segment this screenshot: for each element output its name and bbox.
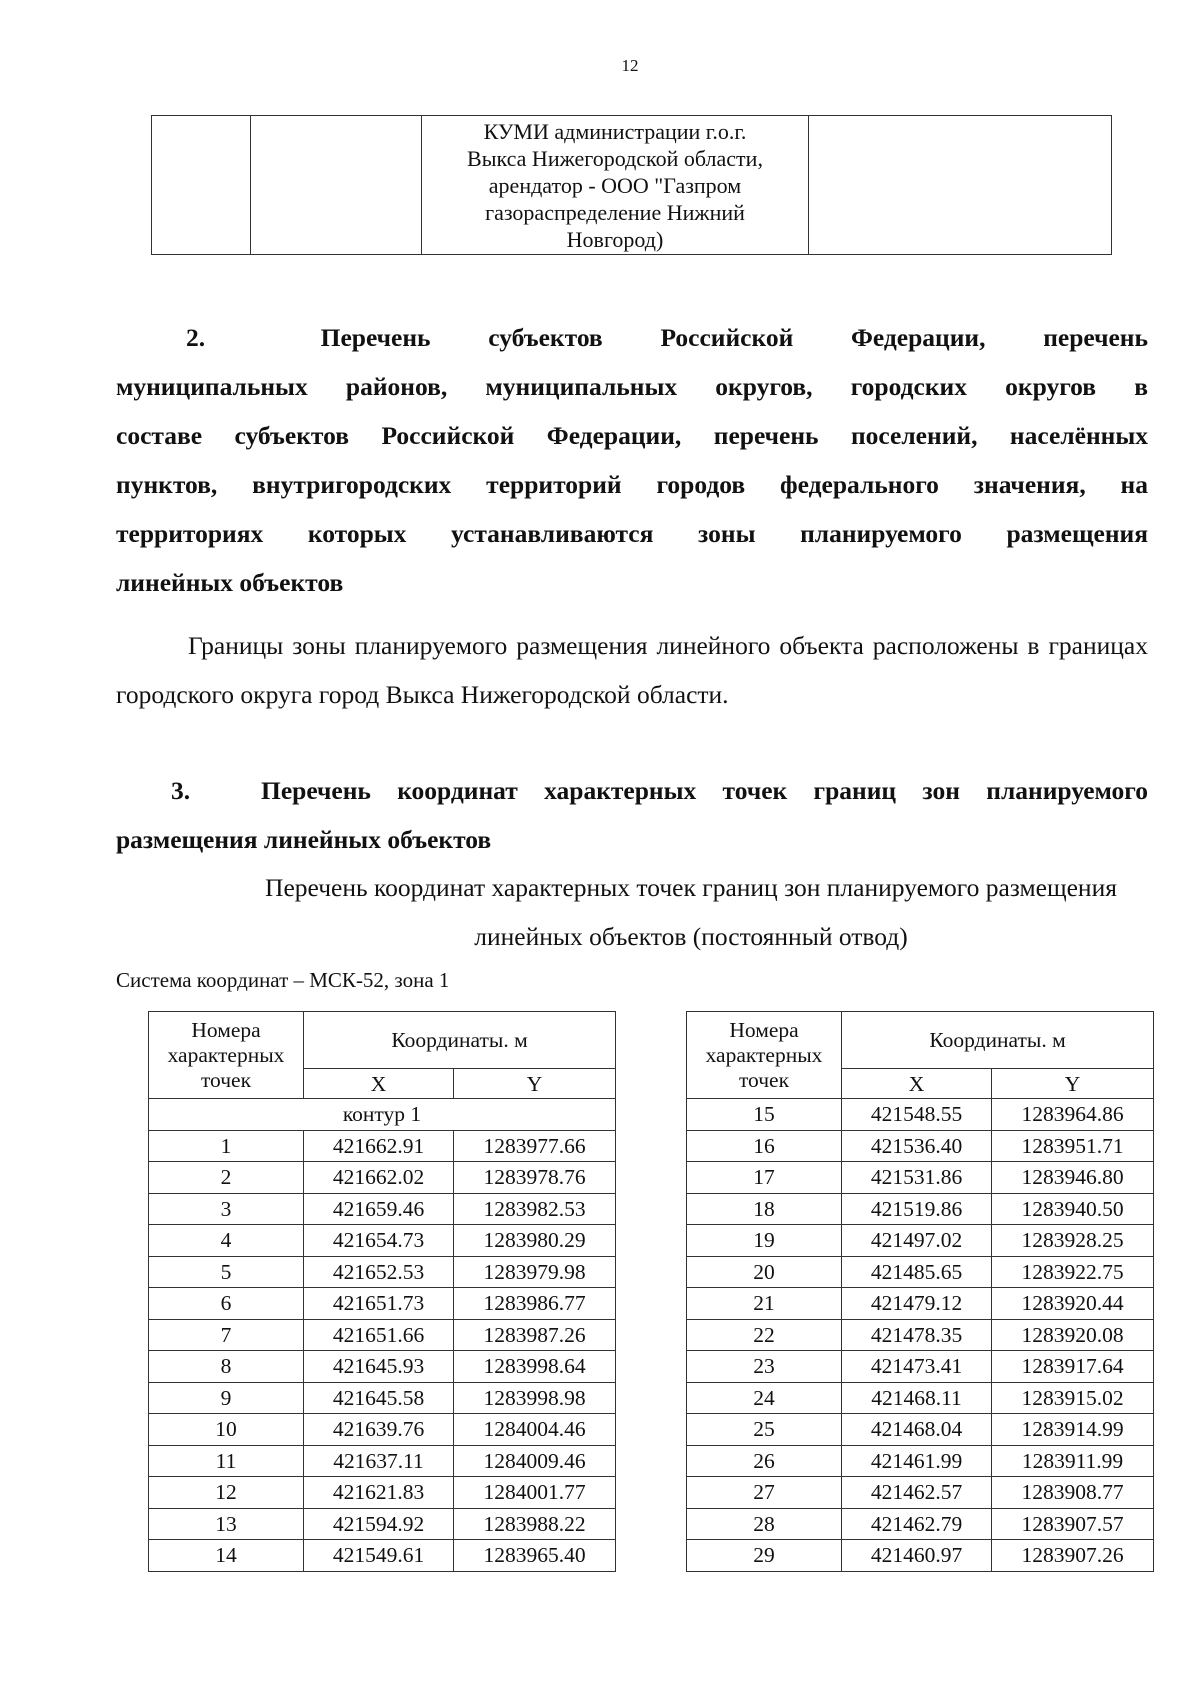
caption-line: Перечень координат характерных точек границ зон планируемого размещения xyxy=(265,873,1117,902)
coord-x: 421637.11 xyxy=(304,1445,454,1477)
table-row xyxy=(687,1225,1154,1257)
coord-y: 1283908.77 xyxy=(992,1477,1154,1509)
point-number: 29 xyxy=(687,1540,842,1572)
coord-y: 1283907.26 xyxy=(992,1540,1154,1572)
coord-y: 1283940.50 xyxy=(992,1193,1154,1225)
header-points: Номера характерных точек xyxy=(149,1012,304,1099)
point-number: 20 xyxy=(687,1256,842,1288)
table-cell-empty xyxy=(251,116,422,255)
coord-y: 1283998.98 xyxy=(454,1382,616,1414)
owner-text-line: газораспределение Нижний xyxy=(485,200,745,225)
heading-line: линейных объектов xyxy=(116,568,344,597)
coord-y: 1283998.64 xyxy=(454,1351,616,1383)
coord-x: 421485.65 xyxy=(842,1256,992,1288)
coord-x: 421654.73 xyxy=(304,1225,454,1257)
coord-x: 421662.91 xyxy=(304,1130,454,1162)
coord-x: 421478.35 xyxy=(842,1319,992,1351)
point-number: 23 xyxy=(687,1351,842,1383)
table-row xyxy=(149,1540,616,1572)
table-row xyxy=(687,1288,1154,1320)
point-number: 17 xyxy=(687,1162,842,1194)
point-number: 18 xyxy=(687,1193,842,1225)
point-number: 2 xyxy=(149,1162,304,1194)
coord-y: 1283920.44 xyxy=(992,1288,1154,1320)
section-number: 3. xyxy=(171,776,191,805)
table-row xyxy=(149,1288,616,1320)
coord-y: 1283977.66 xyxy=(454,1130,616,1162)
point-number: 8 xyxy=(149,1351,304,1383)
table-row xyxy=(149,1382,616,1414)
header-coordinates: Координаты. м xyxy=(304,1012,616,1069)
point-number: 9 xyxy=(149,1382,304,1414)
coord-y: 1283987.26 xyxy=(454,1319,616,1351)
coord-x: 421645.58 xyxy=(304,1382,454,1414)
section-2-heading xyxy=(116,313,1148,607)
coord-y: 1283979.98 xyxy=(454,1256,616,1288)
point-number: 16 xyxy=(687,1130,842,1162)
owner-text-line: КУМИ администрации г.о.г. xyxy=(483,119,747,144)
table-row xyxy=(687,1445,1154,1477)
coord-x: 421473.41 xyxy=(842,1351,992,1383)
owner-text-line: арендатор - ООО "Газпром xyxy=(488,173,742,198)
point-number: 19 xyxy=(687,1225,842,1257)
table-cell-owner xyxy=(422,116,809,255)
coord-y: 1283907.57 xyxy=(992,1508,1154,1540)
coord-x: 421652.53 xyxy=(304,1256,454,1288)
heading-line xyxy=(116,766,1148,815)
coord-x: 421548.55 xyxy=(842,1099,992,1131)
coord-y: 1283982.53 xyxy=(454,1193,616,1225)
coord-y: 1283978.76 xyxy=(454,1162,616,1194)
coord-x: 421462.57 xyxy=(842,1477,992,1509)
point-number: 12 xyxy=(149,1477,304,1509)
coord-x: 421639.76 xyxy=(304,1414,454,1446)
header-y: Y xyxy=(992,1069,1154,1099)
table-caption xyxy=(116,863,1200,961)
coord-y: 1283914.99 xyxy=(992,1414,1154,1446)
table-row xyxy=(152,116,1112,255)
coord-y: 1284004.46 xyxy=(454,1414,616,1446)
table-row xyxy=(149,1225,616,1257)
coord-x: 421531.86 xyxy=(842,1162,992,1194)
table-header-row xyxy=(149,1012,616,1069)
point-number: 27 xyxy=(687,1477,842,1509)
table-body xyxy=(149,1099,616,1572)
point-number: 14 xyxy=(149,1540,304,1572)
owner-text-line: Выкса Нижегородской области, xyxy=(467,146,763,171)
table-header-row xyxy=(687,1012,1154,1069)
contour-label: контур 1 xyxy=(149,1099,616,1131)
point-number: 11 xyxy=(149,1445,304,1477)
coord-y: 1284001.77 xyxy=(454,1477,616,1509)
table-row xyxy=(149,1414,616,1446)
owner-text xyxy=(422,116,808,253)
coord-y: 1284009.46 xyxy=(454,1445,616,1477)
header-x: X xyxy=(304,1069,454,1099)
table-row xyxy=(687,1130,1154,1162)
coord-y: 1283980.29 xyxy=(454,1225,616,1257)
coord-x: 421461.99 xyxy=(842,1445,992,1477)
table-row xyxy=(149,1193,616,1225)
heading-line: размещения линейных объектов xyxy=(116,825,492,854)
table-row xyxy=(687,1414,1154,1446)
contour-row xyxy=(149,1099,616,1131)
coord-y: 1283917.64 xyxy=(992,1351,1154,1383)
table-row xyxy=(149,1256,616,1288)
coord-x: 421645.93 xyxy=(304,1351,454,1383)
coord-y: 1283951.71 xyxy=(992,1130,1154,1162)
coordinates-table-left xyxy=(148,1011,616,1572)
coord-x: 421468.11 xyxy=(842,1382,992,1414)
table-body xyxy=(687,1099,1154,1572)
header-points: Номера характерных точек xyxy=(687,1012,842,1099)
heading-line: 2. Перечень субъектов Российской Федерации, перечень xyxy=(186,323,1148,352)
table-row xyxy=(149,1319,616,1351)
coord-y: 1283915.02 xyxy=(992,1382,1154,1414)
page-number: 12 xyxy=(621,56,639,75)
coord-x: 421594.92 xyxy=(304,1508,454,1540)
section-2-paragraph: Границы зоны планируемого размещения линейного объекта расположены в границах городского округа город Выкса Нижегородской области. xyxy=(116,631,1148,709)
header-x: X xyxy=(842,1069,992,1099)
point-number: 21 xyxy=(687,1288,842,1320)
coord-x: 421479.12 xyxy=(842,1288,992,1320)
table-row xyxy=(149,1508,616,1540)
heading-line: пунктов, внутригородских территорий городов федерального значения, на xyxy=(116,470,1148,499)
coord-x: 421536.40 xyxy=(842,1130,992,1162)
caption-line: линейных объектов (постоянный отвод) xyxy=(474,922,908,951)
table-row xyxy=(687,1162,1154,1194)
coord-y: 1283946.80 xyxy=(992,1162,1154,1194)
table-row xyxy=(149,1445,616,1477)
coord-y: 1283964.86 xyxy=(992,1099,1154,1131)
heading-line: муниципальных районов, муниципальных округов, городских округов в xyxy=(116,372,1148,401)
coord-y: 1283911.99 xyxy=(992,1445,1154,1477)
coord-y: 1283920.08 xyxy=(992,1319,1154,1351)
coordinates-table-right xyxy=(686,1011,1154,1572)
heading-line: составе субъектов Российской Федерации, перечень поселений, населённых xyxy=(116,421,1148,450)
coord-x: 421651.66 xyxy=(304,1319,454,1351)
point-number: 7 xyxy=(149,1319,304,1351)
header-y: Y xyxy=(454,1069,616,1099)
table-row xyxy=(687,1477,1154,1509)
point-number: 5 xyxy=(149,1256,304,1288)
table-cell-empty xyxy=(152,116,251,255)
table-row xyxy=(687,1319,1154,1351)
point-number: 24 xyxy=(687,1382,842,1414)
table-row xyxy=(149,1130,616,1162)
table-row xyxy=(687,1540,1154,1572)
table-row xyxy=(687,1256,1154,1288)
point-number: 25 xyxy=(687,1414,842,1446)
owner-text-line: Новгород) xyxy=(566,227,664,252)
table-row xyxy=(149,1477,616,1509)
coord-x: 421651.73 xyxy=(304,1288,454,1320)
coord-x: 421662.02 xyxy=(304,1162,454,1194)
point-number: 1 xyxy=(149,1130,304,1162)
point-number: 3 xyxy=(149,1193,304,1225)
section-title: Перечень координат характерных точек границ зон планируемого xyxy=(261,776,1148,805)
coord-x: 421462.79 xyxy=(842,1508,992,1540)
coord-x: 421549.61 xyxy=(304,1540,454,1572)
coord-y: 1283928.25 xyxy=(992,1225,1154,1257)
point-number: 13 xyxy=(149,1508,304,1540)
table-cell-empty xyxy=(809,116,1112,255)
point-number: 10 xyxy=(149,1414,304,1446)
coord-y: 1283922.75 xyxy=(992,1256,1154,1288)
table-row xyxy=(687,1099,1154,1131)
coord-x: 421460.97 xyxy=(842,1540,992,1572)
coordinate-system-label: Система координат – МСК-52, зона 1 xyxy=(116,968,450,992)
section-3-heading xyxy=(116,766,1148,864)
table-row xyxy=(687,1382,1154,1414)
coord-x: 421519.86 xyxy=(842,1193,992,1225)
coord-x: 421621.83 xyxy=(304,1477,454,1509)
point-number: 28 xyxy=(687,1508,842,1540)
coord-y: 1283988.22 xyxy=(454,1508,616,1540)
point-number: 15 xyxy=(687,1099,842,1131)
heading-line: территориях которых устанавливаются зоны планируемого размещения xyxy=(116,519,1148,548)
coord-y: 1283986.77 xyxy=(454,1288,616,1320)
point-number: 22 xyxy=(687,1319,842,1351)
table-row xyxy=(149,1162,616,1194)
header-coordinates: Координаты. м xyxy=(842,1012,1154,1069)
coord-y: 1283965.40 xyxy=(454,1540,616,1572)
continuation-table xyxy=(151,115,1112,255)
coord-x: 421468.04 xyxy=(842,1414,992,1446)
coord-x: 421659.46 xyxy=(304,1193,454,1225)
coord-x: 421497.02 xyxy=(842,1225,992,1257)
table-row xyxy=(687,1508,1154,1540)
table-row xyxy=(687,1351,1154,1383)
point-number: 6 xyxy=(149,1288,304,1320)
table-row xyxy=(149,1351,616,1383)
point-number: 26 xyxy=(687,1445,842,1477)
point-number: 4 xyxy=(149,1225,304,1257)
table-row xyxy=(687,1193,1154,1225)
